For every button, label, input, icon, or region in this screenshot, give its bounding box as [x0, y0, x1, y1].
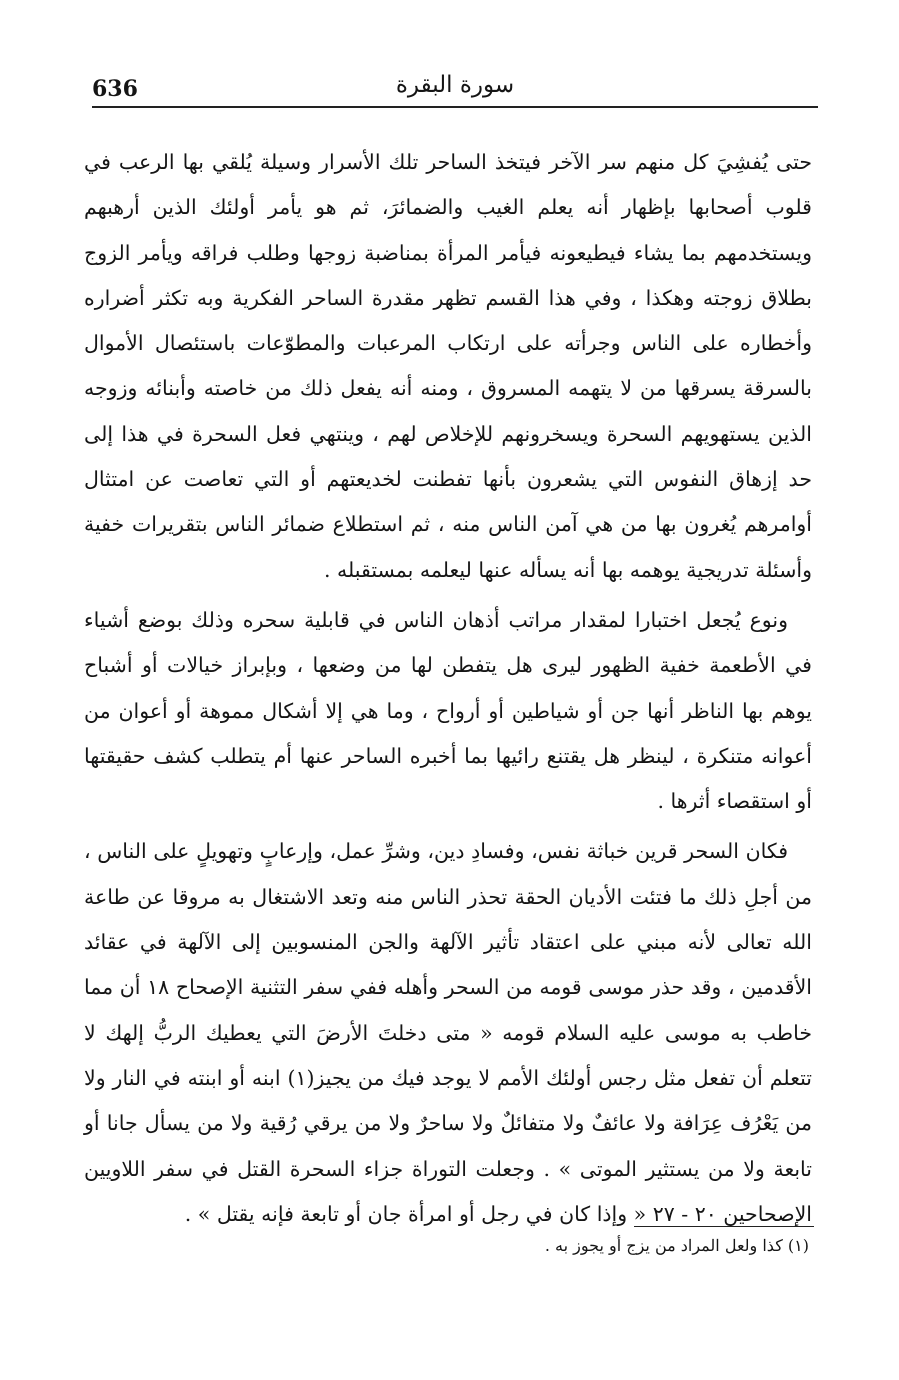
page-number: 636 — [92, 76, 138, 102]
paragraph-2: ونوع يُجعل اختبارا لمقدار مراتب أذهان الناس في قابلية سحره وذلك بوضع أشياء في الأطعمة خفية الظهور ليرى هل يتفطن لها من وضعها ، وبإبراز خيالات أو أشباح يوهم بها الناظر أنها جن أو شياطين أو أرواح ، وما هي إلا أشكال مموهة أو أعوان من أعوانه متنكرة ، لينظر هل يقتنع رائيها بما أخبره الساحر عنها أم يتطلب كشف حقيقتها أو استقصاء أثرها . — [84, 607, 812, 814]
page-header — [92, 64, 818, 108]
footnote: (١) كذا ولعل المراد من يزج أو يجوز به . — [544, 1236, 809, 1255]
paragraph-3: فكان السحر قرين خباثة نفس، وفسادِ دين، وشرِّ عمل، وإرعابٍ وتهويلٍ على الناس ، من أجلِ ذلك ما فتئت الأديان الحقة تحذر الناس منه وتعد الاشتغال به مروقا عن طاعة الله تعالى لأنه مبني على اعتقاد تأثير الآلهة والجن المنسوبين إلى الآلهة في عقائد الأقدمين ، وقد حذر موسى قومه من السحر وأهله ففي سفر التثنية الإصحاح ١٨ أن مما خاطب به موسى عليه السلام قومه « متى دخلتَ الأرضَ التي يعطيك الربُّ إلهك لا تتعلم أن تفعل مثل رجس أولئك الأمم لا يوجد فيك من يجيز(١) ابنه أو ابنته في النار ولا من يَعْرُف عِرَافة ولا عائفٌ ولا متفائلٌ ولا ساحرٌ ولا من يرقي رُقية ولا من يسأل جانا أو تابعة ولا من يستثير الموتى » . وجعلت التوراة جزاء السحرة القتل في سفر اللاويين الإصحاحين ٢٠ - ٢٧ « وإذا كان في رجل أو امرأة جان أو تابعة فإنه يقتل » . — [84, 839, 812, 1226]
footnote-rule — [634, 1226, 814, 1227]
paragraph-1: حتى يُفشِيَ كل منهم سر الآخر فيتخذ الساحر تلك الأسرار وسيلة يُلقي بها الرعب في قلوب أصحابها بإظهار أنه يعلم الغيب والضمائرَ، ثم هو يأمر أولئك الذين أرهبهم ويستخدمهم بما يشاء فيطيعونه فيأمر المرأة بمناضبة زوجها وطلب فراقه ويأمر الزوج بطلاق زوجته وهكذا ، وفي هذا القسم تظهر مقدرة الساحر الفكرية وبه تكثر أضراره وأخطاره على الناس وجرأته على ارتكاب المرعبات والمطوّعات باستئصال الأموال بالسرقة يسرقها من لا يتهمه المسروق ، ومنه أنه يفعل ذلك من خاصته وأبنائه وزوجه الذين يستهويهم السحرة ويسخرونهم للإخلاص لهم ، وينتهي فعل السحرة في هذا إلى حد إزهاق النفوس التي يشعرون بأنها تفطنت لخديعتهم أو التي تعاصت عن امتثال أوامرهم يُغرون بها من هي آمن الناس منه ، ثم استطلاع ضمائر الناس بتقريرات خفية وأسئلة تدريجية يوهمه بها أنه يسأله عنها ليعلمه بمستقبله . — [84, 150, 812, 582]
header-rule — [92, 106, 818, 108]
running-title: سورة البقرة — [395, 72, 515, 98]
body-text — [84, 140, 812, 1237]
